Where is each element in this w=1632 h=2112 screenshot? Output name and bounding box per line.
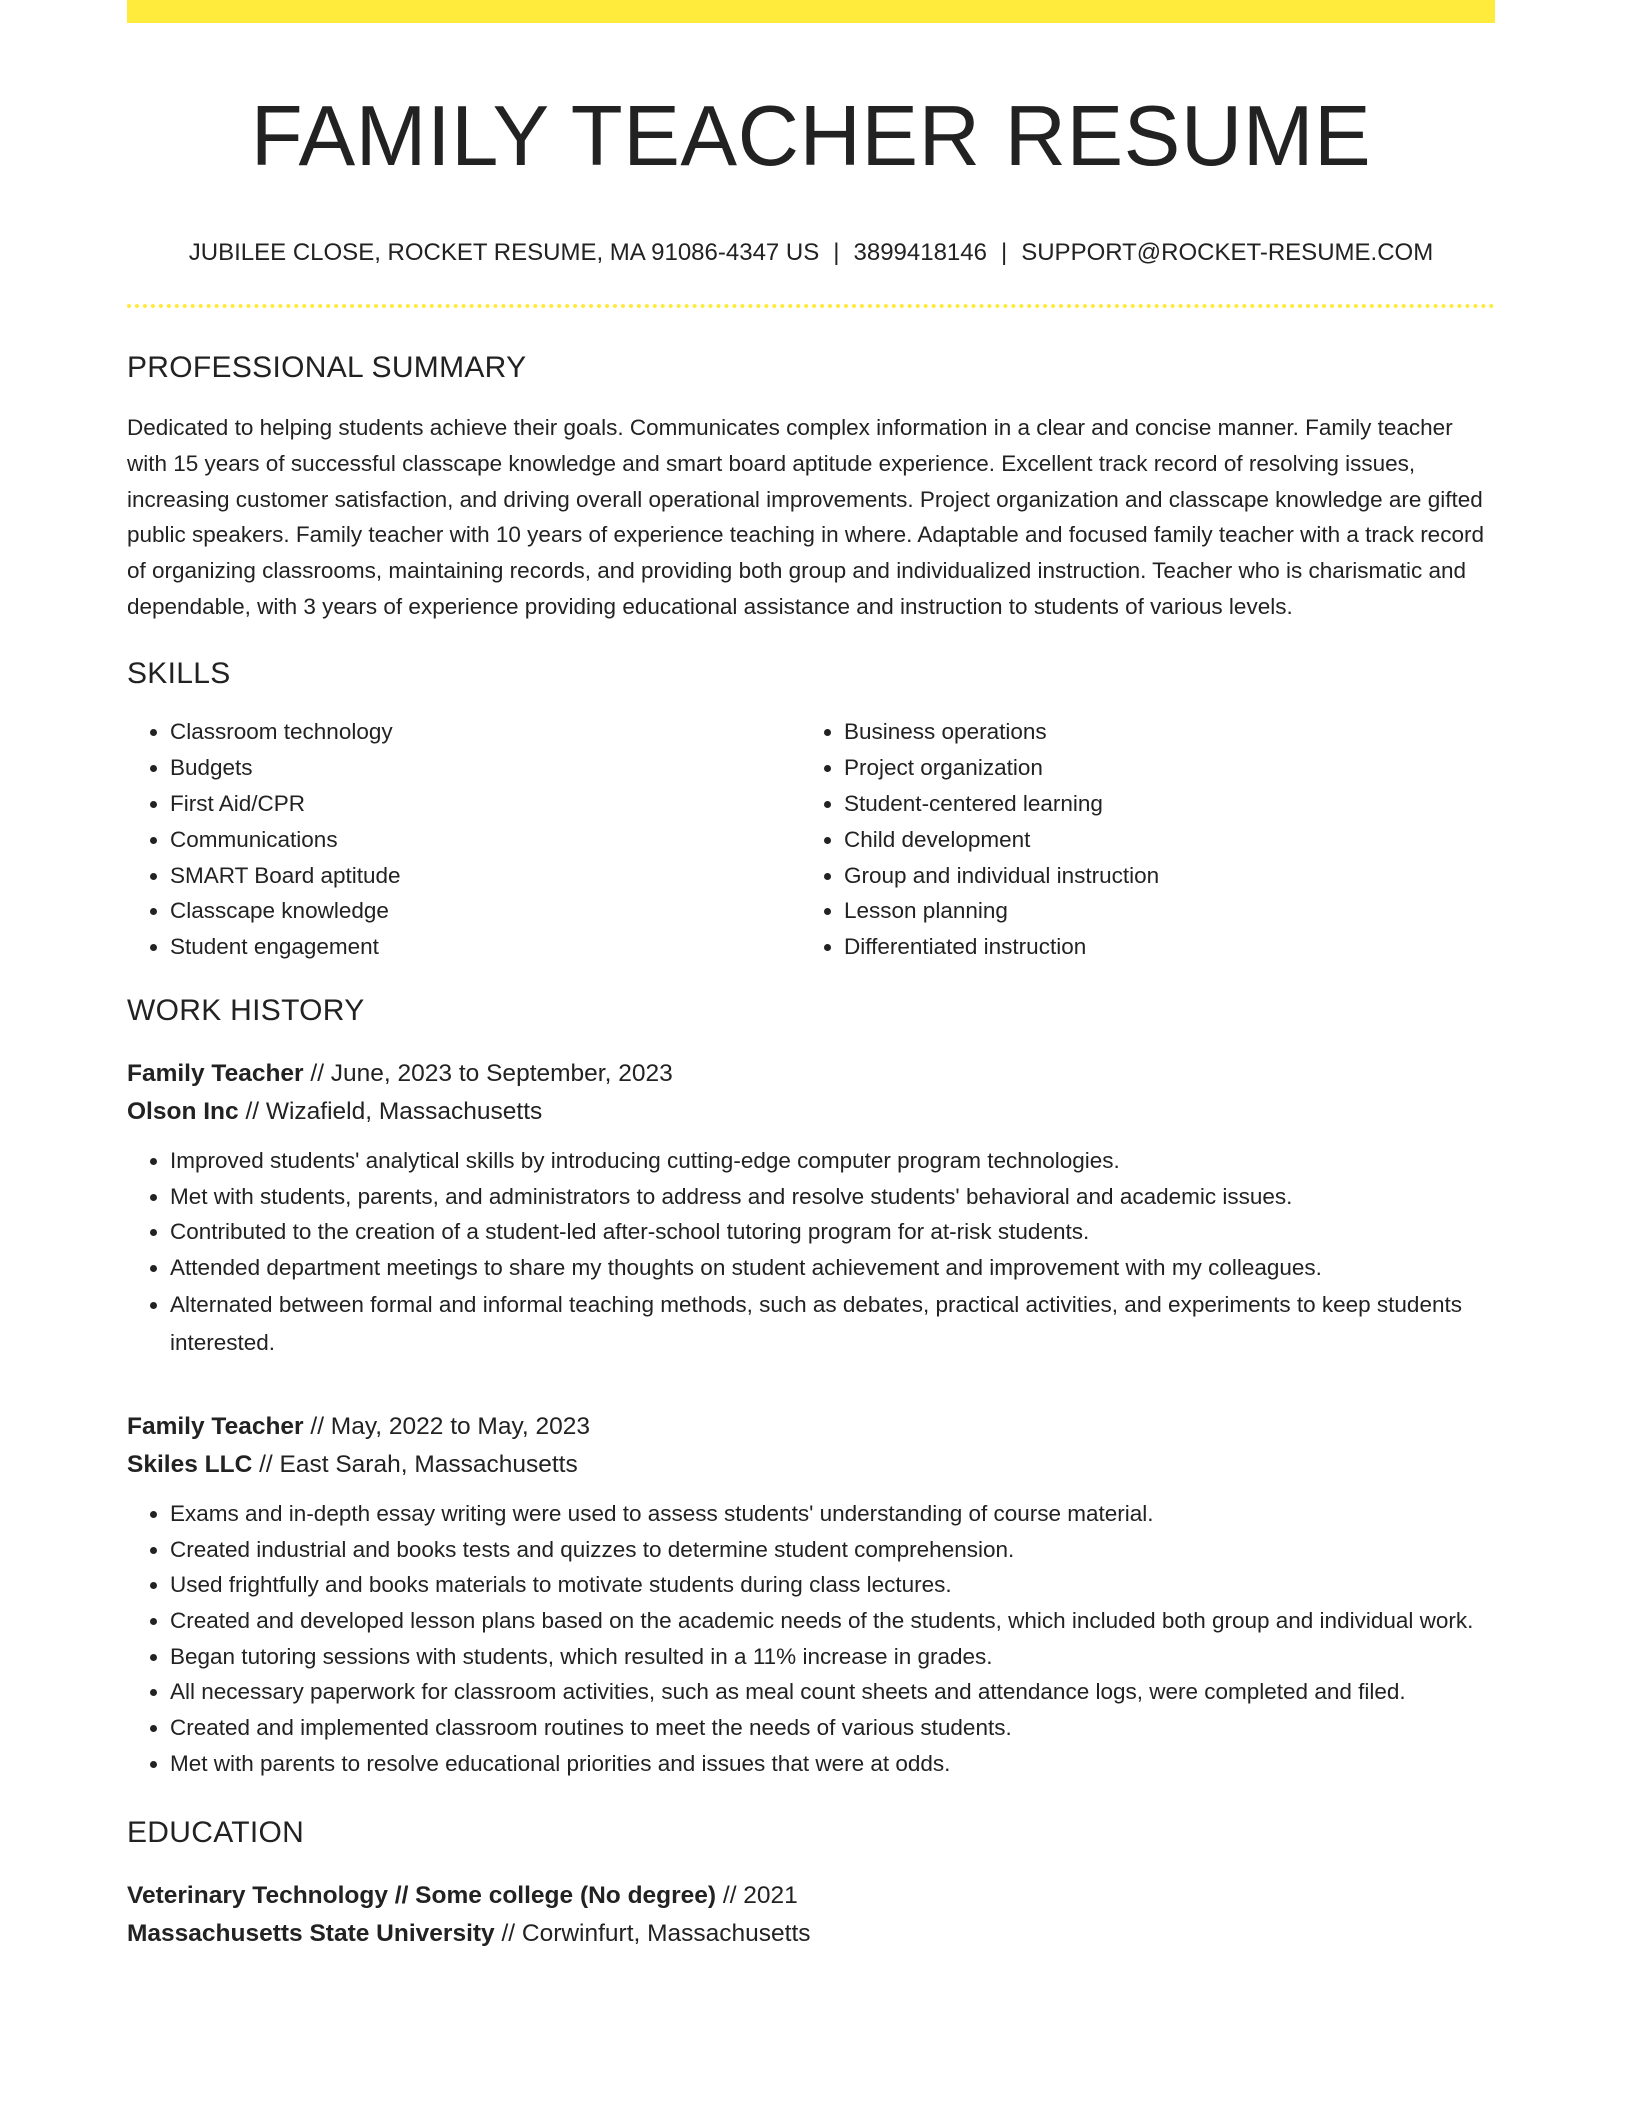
- job-bullet: • All necessary paperwork for classroom activities, such as meal count sheets and attendance logs, were completed and filed.: [170, 1674, 1495, 1710]
- job-dates: // June, 2023 to September, 2023: [303, 1059, 673, 1087]
- job-company: Skiles LLC: [127, 1450, 253, 1478]
- job-bullet: • Met with students, parents, and administrators to address and resolve students' behavioral and academic issues.: [170, 1179, 1495, 1215]
- resume-title: FAMILY TEACHER RESUME: [250, 89, 1372, 184]
- skill-item: • Classroom technology: [170, 714, 801, 750]
- education-degree-line: [127, 1877, 1495, 1915]
- skill-item: • Student-centered learning: [844, 786, 1474, 822]
- contact-phone: 3899418146: [853, 239, 987, 266]
- skill-item: • Business operations: [844, 714, 1474, 750]
- accent-top-bar: [127, 0, 1495, 23]
- job-bullet: • Created and developed lesson plans based on the academic needs of the students, which included both group and individual work.: [170, 1603, 1495, 1639]
- education-year: // 2021: [716, 1882, 798, 1910]
- job-bullets: [127, 1143, 1495, 1362]
- skills-list-right: [801, 714, 1474, 965]
- contact-email: SUPPORT@ROCKET-RESUME.COM: [1021, 239, 1434, 266]
- job-company-line: [127, 1093, 1495, 1131]
- job-title-line: [127, 1408, 1495, 1446]
- skills-list-left: [127, 714, 801, 965]
- job-location: // Wizafield, Massachusetts: [238, 1097, 543, 1125]
- skills-columns: [127, 714, 1495, 965]
- job-role: Family Teacher: [127, 1412, 304, 1440]
- education-school: Massachusetts State University: [127, 1920, 495, 1948]
- job-bullet: • Alternated between formal and informal teaching methods, such as debates, practical activities, and experiments to keep students interested.: [170, 1286, 1495, 1362]
- skill-item: • Student engagement: [170, 929, 801, 965]
- skill-item: • Budgets: [170, 750, 801, 786]
- skill-item: • Classcape knowledge: [170, 893, 801, 929]
- job-company: Olson Inc: [127, 1097, 239, 1125]
- contact-line: [127, 237, 1495, 268]
- job-bullet: • Contributed to the creation of a student-led after-school tutoring program for at-risk students.: [170, 1214, 1495, 1250]
- skill-item: • First Aid/CPR: [170, 786, 801, 822]
- job-entry: [127, 1055, 1495, 1362]
- job-location: // East Sarah, Massachusetts: [252, 1450, 578, 1478]
- education-location: // Corwinfurt, Massachusetts: [494, 1920, 811, 1948]
- skill-item: • Project organization: [844, 750, 1474, 786]
- skill-item: • Child development: [844, 822, 1474, 858]
- contact-separator: |: [1000, 239, 1008, 266]
- skill-item: • Communications: [170, 822, 801, 858]
- job-dates: // May, 2022 to May, 2023: [303, 1412, 591, 1440]
- contact-separator: |: [833, 239, 840, 266]
- job-bullet: • Created and implemented classroom routines to meet the needs of various students.: [170, 1710, 1495, 1746]
- job-bullet: • Used frightfully and books materials to motivate students during class lectures.: [170, 1567, 1495, 1603]
- education-heading: EDUCATION: [127, 1816, 305, 1850]
- dotted-divider: [127, 304, 1495, 308]
- resume-page: [127, 0, 1495, 1953]
- summary-text: Dedicated to helping students achieve their goals. Communicates complex information in a clear and concise manner. Family teacher with 15 years of successful classcape knowledge and smart board aptitude experience. Excellent track record of resolving issues, increasing customer satisfaction, and driving overall operational improvements. Project organization and classcape knowledge are gifted public speakers. Family teacher with 10 years of experience teaching in where. Adaptable and focused family teacher with a track record of organizing classrooms, maintaining records, and providing both group and individualized instruction. Teacher who is charismatic and dependable, with 3 years of experience providing educational assistance and instruction to students of various levels.: [127, 415, 1484, 619]
- education-degree: Veterinary Technology // Some college (No degree): [127, 1882, 717, 1910]
- contact-address: JUBILEE CLOSE, ROCKET RESUME, MA 91086-4347 US: [188, 239, 820, 266]
- job-bullet: • Created industrial and books tests and quizzes to determine student comprehension.: [170, 1532, 1495, 1568]
- skill-item: • SMART Board aptitude: [170, 858, 801, 894]
- job-entry: [127, 1408, 1495, 1782]
- skill-item: • Differentiated instruction: [844, 929, 1474, 965]
- job-bullet: • Met with parents to resolve educational priorities and issues that were at odds.: [170, 1746, 1495, 1782]
- job-bullet: • Exams and in-depth essay writing were used to assess students' understanding of course material.: [170, 1496, 1495, 1532]
- job-bullet: • Improved students' analytical skills by introducing cutting-edge computer program technologies.: [170, 1143, 1495, 1179]
- skills-heading: SKILLS: [127, 657, 231, 691]
- job-role: Family Teacher: [127, 1059, 304, 1087]
- job-bullet: • Attended department meetings to share my thoughts on student achievement and improvement with my colleagues.: [170, 1250, 1495, 1286]
- summary-heading: PROFESSIONAL SUMMARY: [127, 351, 527, 385]
- skill-item: • Group and individual instruction: [844, 858, 1474, 894]
- job-company-line: [127, 1446, 1495, 1484]
- job-bullets: [127, 1496, 1495, 1782]
- job-bullet: • Began tutoring sessions with students, which resulted in a 11% increase in grades.: [170, 1639, 1495, 1675]
- education-school-line: [127, 1915, 1495, 1953]
- work-history-heading: WORK HISTORY: [127, 993, 365, 1027]
- job-title-line: [127, 1055, 1495, 1093]
- skill-item: • Lesson planning: [844, 893, 1474, 929]
